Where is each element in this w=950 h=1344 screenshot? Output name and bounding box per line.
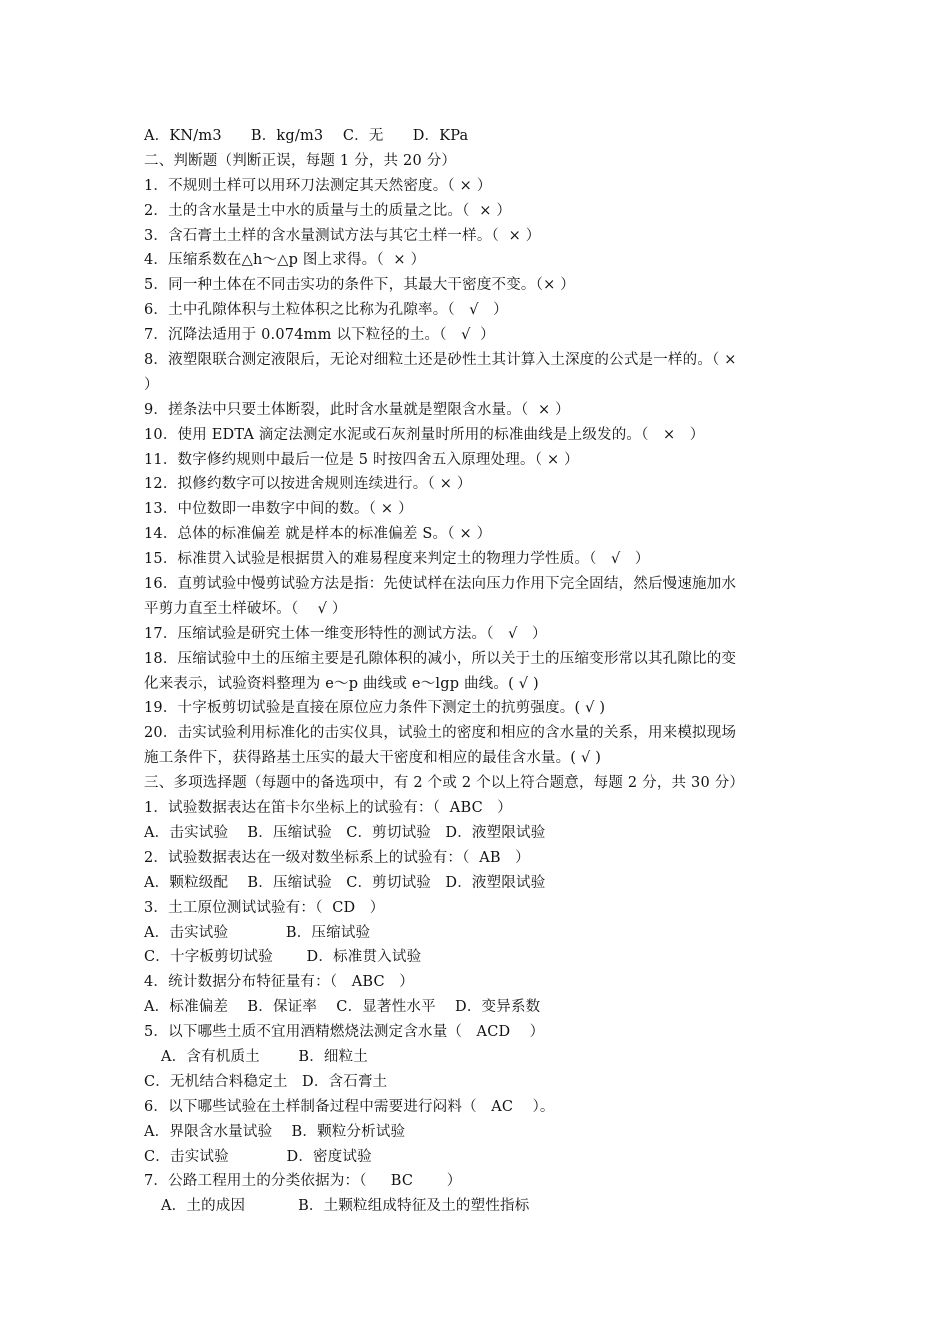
document-body — [144, 124, 814, 1219]
text-line: A．KN/m3 B．kg/m3 C．无 D．KPa — [144, 128, 469, 144]
text-line: 6．以下哪些试验在土样制备过程中需要进行闷料（ AC ）。 — [144, 1098, 555, 1115]
text-line: C．十字板剪切试验 D．标准贯入试验 — [144, 949, 422, 966]
text-line: 二、判断题（判断正误，每题 1 分，共 20 分） — [144, 152, 457, 169]
text-line: 17．压缩试验是研究土体一维变形特性的测试方法。（ √ ） — [144, 625, 547, 642]
text-line: A．颗粒级配 B．压缩试验 C．剪切试验 D．液塑限试验 — [144, 874, 546, 891]
text-line: 5．以下哪些土质不宜用酒精燃烧法测定含水量（ ACD ） — [144, 1024, 545, 1041]
text-line: 化来表示，试验资料整理为 e～p 曲线或 e～lgp 曲线。( √ ) — [144, 675, 539, 692]
text-line: 20．击实试验利用标准化的击实仪具，试验土的密度和相应的含水量的关系，用来模拟现场 — [144, 725, 737, 742]
text-line: ） — [144, 376, 159, 393]
text-line: 三、多项选择题（每题中的备选项中，有 2 个或 2 个以上符合题意，每题 2 分，共 30 分） — [144, 775, 745, 792]
text-line: 9．搓条法中只要土体断裂，此时含水量就是塑限含水量。（ × ） — [144, 401, 570, 418]
text-line: 18．压缩试验中土的压缩主要是孔隙体积的减小，所以关于土的压缩变形常以其孔隙比的变 — [144, 650, 737, 667]
text-line: 5．同一种土体在不同击实功的条件下，其最大干密度不变。（× ） — [144, 277, 575, 294]
text-line: 13．中位数即一串数字中间的数。（ × ） — [144, 501, 413, 518]
text-line: 施工条件下，获得路基土压实的最大干密度和相应的最佳含水量。( √ ) — [144, 750, 602, 767]
text-line: A．界限含水量试验 B．颗粒分析试验 — [144, 1123, 406, 1140]
text-line: 7．沉降法适用于 0.074mm 以下粒径的土。（ √ ） — [144, 327, 495, 344]
text-line: 15．标准贯入试验是根据贯入的难易程度来判定土的物理力学性质。（ √ ） — [144, 551, 650, 568]
text-line: 14．总体的标准偏差 就是样本的标准偏差 S。（ × ） — [144, 526, 492, 543]
text-line: 6．土中孔隙体积与土粒体积之比称为孔隙率。（ √ ） — [144, 302, 508, 319]
text-line: 2．试验数据表达在一级对数坐标系上的试验有：（ AB ） — [144, 849, 530, 866]
text-line: 7．公路工程用土的分类依据为：（ BC ） — [144, 1173, 462, 1190]
text-line: A．土的成因 B．土颗粒组成特征及土的塑性指标 — [161, 1198, 530, 1215]
text-line: 3．土工原位测试试验有：（ CD ） — [144, 899, 385, 916]
text-line: A．击实试验 B．压缩试验 C．剪切试验 D．液塑限试验 — [144, 824, 546, 841]
text-line: 4．统计数据分布特征量有：（ ABC ） — [144, 974, 414, 991]
text-line: 3．含石膏土土样的含水量测试方法与其它土样一样。（ × ） — [144, 227, 541, 244]
text-line: 19．十字板剪切试验是直接在原位应力条件下测定土的抗剪强度。( √ ) — [144, 700, 606, 717]
text-line: A．标准偏差 B．保证率 C．显著性水平 D．变异系数 — [144, 999, 541, 1016]
text-line: A．含有机质土 B．细粒土 — [161, 1048, 368, 1065]
text-line: 16．直剪试验中慢剪试验方法是指：先使试样在法向压力作用下完全固结，然后慢速施加水 — [144, 576, 737, 593]
text-line: 2．土的含水量是土中水的质量与土的质量之比。（ × ） — [144, 202, 512, 219]
text-line: 4．压缩系数在△h～△p 图上求得。（ × ） — [144, 252, 426, 269]
text-line: 10．使用 EDTA 滴定法测定水泥或石灰剂量时所用的标准曲线是上级发的。（ × ） — [144, 426, 705, 443]
text-line: 1．试验数据表达在笛卡尔坐标上的试验有：（ ABC ） — [144, 800, 513, 817]
text-line: 8．液塑限联合测定液限后，无论对细粒土还是砂性土其计算入土深度的公式是一样的。（ × — [144, 352, 737, 369]
text-line: 1．不规则土样可以用环刀法测定其天然密度。（ × ） — [144, 177, 492, 194]
text-line: C．无机结合料稳定土 D．含石膏土 — [144, 1073, 388, 1090]
text-line: 12．拟修约数字可以按进舍规则连续进行。（ × ） — [144, 476, 472, 493]
text-line: 平剪力直至土样破坏。（ √ ） — [144, 600, 347, 617]
text-line: 11．数字修约规则中最后一位是 5 时按四舍五入原理处理。（ × ） — [144, 451, 579, 468]
text-line: C．击实试验 D．密度试验 — [144, 1148, 372, 1165]
text-line: A．击实试验 B．压缩试验 — [144, 924, 371, 941]
